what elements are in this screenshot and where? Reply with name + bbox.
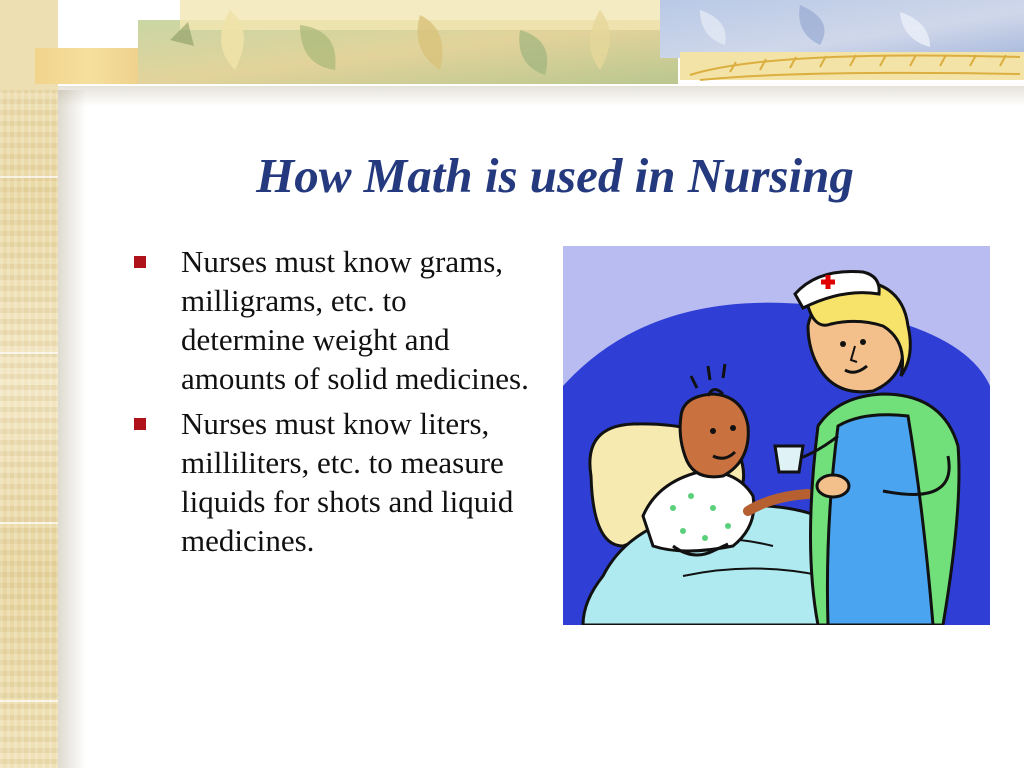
- square-bullet-icon: [134, 418, 146, 430]
- slide-title: How Math is used in Nursing: [256, 148, 854, 203]
- bullet-item: [128, 242, 538, 398]
- left-texture-strip: [0, 0, 58, 768]
- square-bullet-icon: [134, 256, 146, 268]
- bullet-item: [128, 404, 538, 560]
- bullet-text: Nurses must know liters, milliliters, etc. to measure liquids for shots and liquid medicines.: [181, 406, 514, 558]
- nurse-and-patient-icon: [563, 246, 990, 625]
- nurse-patient-illustration: [563, 246, 990, 625]
- bullet-list: [128, 242, 538, 566]
- top-decorative-banner: [0, 0, 1024, 90]
- leaf-collage-icon: [0, 0, 1024, 90]
- left-strip-shadow: [58, 0, 86, 768]
- bullet-text: Nurses must know grams, milligrams, etc. to determine weight and amounts of solid medicines.: [181, 244, 529, 396]
- top-banner-shadow: [58, 86, 1024, 106]
